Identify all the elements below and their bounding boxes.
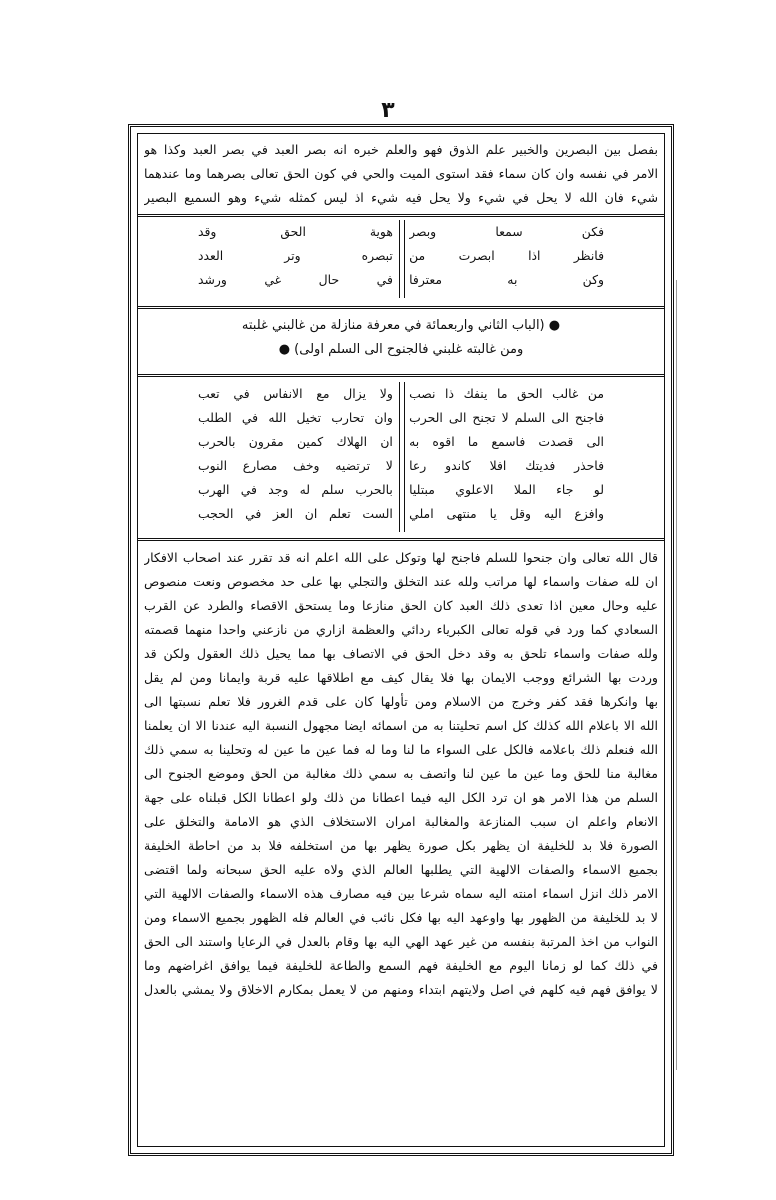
section-divider [138, 214, 664, 217]
body-line: الانعام واعلم ان سبب المنازعة والمغالبة امران الاستخلاف الذي هو الامامة والتخلق على [144, 814, 658, 829]
body-line: الله فنعلم ذلك باعلامه فالكل على السواء ما لنا وما له فما عين ما عين له وتحلينا به سمي ذلك [144, 742, 658, 757]
verse-hemistich: تبصره وتر العدد [198, 248, 393, 263]
body-line: بها وانكرها فقد كفر وخرج من الاسلام ومن تأولها كان على قدم الغرور فلا تعلم نسبتها الى [144, 694, 658, 709]
body-line: النواب من اخذ المرتبة بنفسه من غير عهد الهي اليه بها وقام بالعدل في الرعايا واستند الى الحق [144, 934, 658, 949]
verse-hemistich: ولا يزال مع الانفاس في تعب [198, 386, 393, 401]
poem-2 [198, 382, 604, 532]
chapter-heading-line: ● (الباب الثاني واربعمائة في معرفة منازلة من غالبني غلبته [241, 318, 561, 333]
verse-hemistich: فاجنح الى السلم لا تجنح الى الحرب [409, 410, 604, 425]
body-line: السلم من هذا الامر هو ان ترد الكل اليه فيما اعطانا من ذلك ولو اعطانا الكل قبلناه على جهة [144, 790, 658, 805]
body-line: في ذلك كما لو زمانا اليوم مع الخليفة فهم السمع والطاعة للخليفة فيما يوافق اغراضهم وما [144, 958, 658, 973]
intro-line: شيء فان الله لا يحل في شيء ولا يحل فيه شيء اذ ليس كمثله شيء وهو السميع البصير [144, 190, 658, 205]
poem-divider [399, 382, 405, 532]
poem-2-first-hemistichs [409, 382, 604, 532]
body-line: بجميع الاسماء والصفات الالهية التي يطلبها العالم الذي ولاه عليه الحق سبحانه ولما اقتضى [144, 862, 658, 877]
verse-hemistich: فكن سمعا وبصر [409, 224, 604, 239]
page-number: ٣ [381, 98, 395, 123]
margin-rule [676, 280, 677, 1070]
page-frame [128, 124, 674, 1156]
body-line: عليه وحال معين اذا تعدى ذلك العبد كان الحق منازعا وما يستحق الاقصاء والطرد عن القرب [144, 598, 658, 613]
verse-hemistich: وكن به معترفا [409, 272, 604, 287]
intro-line: الامر في نفسه وان كان سماء فقد استوى الميت والحي في كون الحق تعالى بصرهما وما عندهما [144, 166, 658, 181]
verse-hemistich: بالحرب سلم له وجد في الهرب [198, 482, 393, 497]
poem-1 [198, 220, 604, 298]
verse-hemistich: الى قصدت فاسمع ما اقوه به [409, 434, 604, 449]
intro-line: بفصل بين البصرين والخبير علم الذوق فهو والعلم خبره انه بصر العبد في بصر العبد وكذا هو [144, 142, 658, 157]
poem-1-first-hemistichs [409, 220, 604, 298]
verse-hemistich: وافزع اليه وقل يا منتهى املي [409, 506, 604, 521]
body-line: لا يوافق فهم فيه كلهم في اصل ولايتهم ابتداء ومنهم من لا يعمل بمكارم الاخلاق ولا يمشي بالعدل [144, 982, 658, 997]
section-divider [138, 538, 664, 541]
body-line: مغالبة منا للحق وما عين ما عين لنا واتصف به سمي ذلك مغالبة من الحق وموضع الجنوح الى [144, 766, 658, 781]
chapter-heading-line: ومن غالبته غلبني فالجنوح الى السلم اولى) ● [278, 342, 524, 357]
section-divider [138, 306, 664, 309]
poem-2-second-hemistichs [198, 382, 393, 532]
verse-hemistich: فاحذر فديتك افلا كاندو رعا [409, 458, 604, 473]
body-line: الله الا باعلام الله كذلك كل اسم تحليتنا به من اسمائه ايضا مجهول النسبة اليه عندنا الا ان يعلمنا [144, 718, 658, 733]
verse-hemistich: هوية الحق وقد [198, 224, 393, 239]
verse-hemistich: وان تحارب تخيل الله في الطلب [198, 410, 393, 425]
verse-hemistich: لو جاء الملا الاعلوي مبتليا [409, 482, 604, 497]
section-divider [138, 374, 664, 377]
text-frame [137, 133, 665, 1147]
body-line: ولله صفات واسماء تلحق به وقد دخل الحق في الاتصاف بها مما يحيل ذلك العقول ولكن قد [144, 646, 658, 661]
body-line: الصورة فلا بد للخليفة ان يظهر بكل صورة يظهر بها من استخلفه فلا بد من احاطة الخليفة [144, 838, 658, 853]
body-line: السعادي كما ورد في قوله تعالى الكبرياء ردائي والعظمة ازاري من نازعني واحدا منهما قصمته [144, 622, 658, 637]
body-line: لا بد للخليفة من الظهور بها واوعهد اليه بها فكل نائب في العالم فله الظهور بجميع الاسماء ومن [144, 910, 658, 925]
intro-paragraph [138, 138, 664, 210]
verse-hemistich: فانظر اذا ابصرت من [409, 248, 604, 263]
verse-hemistich: الست تعلم ان العز في الحجب [198, 506, 393, 521]
body-line: ان لله صفات واسماء لها مراتب ولله عند التخلق والتجلي بها على حد مخصوص ونعت منصوص [144, 574, 658, 589]
body-paragraph [138, 546, 664, 1002]
verse-hemistich: من غالب الحق ما ينفك ذا نصب [409, 386, 604, 401]
verse-hemistich: لا ترتضيه وخف مصارع النوب [198, 458, 393, 473]
poem-1-second-hemistichs [198, 220, 393, 298]
body-line: وردت بها الشرائع ووجب الايمان بها فلا يقال كيف مع اطلاقها عليه قربة وايمانا ومن لم يقل [144, 670, 658, 685]
body-line: قال الله تعالى وان جنحوا للسلم فاجنح لها وتوكل على الله اعلم انه قد تقرر عند اصحاب الافكار [144, 550, 658, 565]
verse-hemistich: ان الهلاك كمين مقرون بالحرب [198, 434, 393, 449]
body-line: الامر ذلك انزل اسماء امنته اليه سماه شرعا بين فيه مصارف هذه الاسماء والصفات الالهية التي [144, 886, 658, 901]
chapter-heading [138, 314, 664, 362]
poem-divider [399, 220, 405, 298]
verse-hemistich: في حال غي ورشد [198, 272, 393, 287]
